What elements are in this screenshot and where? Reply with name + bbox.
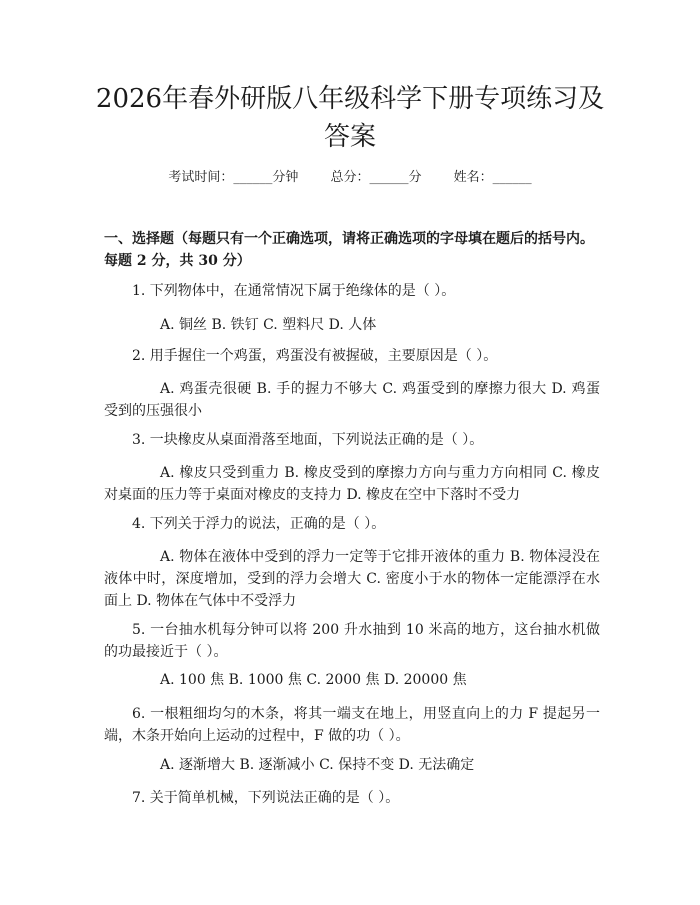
question-6-options: A. 逐渐增大 B. 逐渐减小 C. 保持不变 D. 无法确定	[160, 757, 475, 773]
section-heading-choice: 一、选择题（每题只有一个正确选项，请将正确选项的字母填在题后的括号内。每题 2 分，共 30 分）	[104, 231, 594, 269]
exam-info-line	[0, 168, 700, 188]
question-7-stem: 7. 关于简单机械，下列说法正确的是（ ）。	[132, 790, 400, 806]
question-1-stem: 1. 下列物体中，在通常情况下属于绝缘体的是（ ）。	[132, 283, 456, 299]
question-3-stem: 3. 一块橡皮从桌面滑落至地面，下列说法正确的是（ ）。	[132, 432, 484, 448]
question-4-stem: 4. 下列关于浮力的说法，正确的是（ ）。	[132, 516, 386, 532]
question-2-options: A. 鸡蛋壳很硬 B. 手的握力不够大 C. 鸡蛋受到的摩擦力很大 D. 鸡蛋受到的压强很小	[104, 381, 600, 419]
question-6-stem: 6. 一根粗细均匀的木条，将其一端支在地上，用竖直向上的力 F 提起另一端，木条开始向上运动的过程中，F 做的功（ ）。	[104, 706, 600, 744]
exam-time-field: 考试时间：______分钟	[168, 170, 299, 185]
student-name-field: 姓名：______	[453, 170, 532, 185]
question-1-options: A. 铜丝 B. 铁钉 C. 塑料尺 D. 人体	[160, 317, 377, 333]
question-5-stem: 5. 一台抽水机每分钟可以将 200 升水抽到 10 米高的地方，这台抽水机做的功最接近于（ ）。	[104, 622, 600, 660]
total-score-field: 总分：______分	[330, 170, 422, 185]
document-title: 2026年春外研版八年级科学下册专项练习及答案	[95, 84, 605, 152]
question-4-options: A. 物体在液体中受到的浮力一定等于它排开液体的重力 B. 物体浸没在液体中时，深度增加，受到的浮力会增大 C. 密度小于水的物体一定能漂浮在水面上 D. 物体在气体中不受浮力	[104, 549, 600, 609]
question-2-stem: 2. 用手握住一个鸡蛋，鸡蛋没有被握破，主要原因是（ ）。	[132, 348, 498, 364]
question-5-options: A. 100 焦 B. 1000 焦 C. 2000 焦 D. 20000 焦	[160, 672, 467, 688]
question-3-options: A. 橡皮只受到重力 B. 橡皮受到的摩擦力方向与重力方向相同 C. 橡皮对桌面的压力等于桌面对橡皮的支持力 D. 橡皮在空中下落时不受力	[104, 465, 600, 503]
